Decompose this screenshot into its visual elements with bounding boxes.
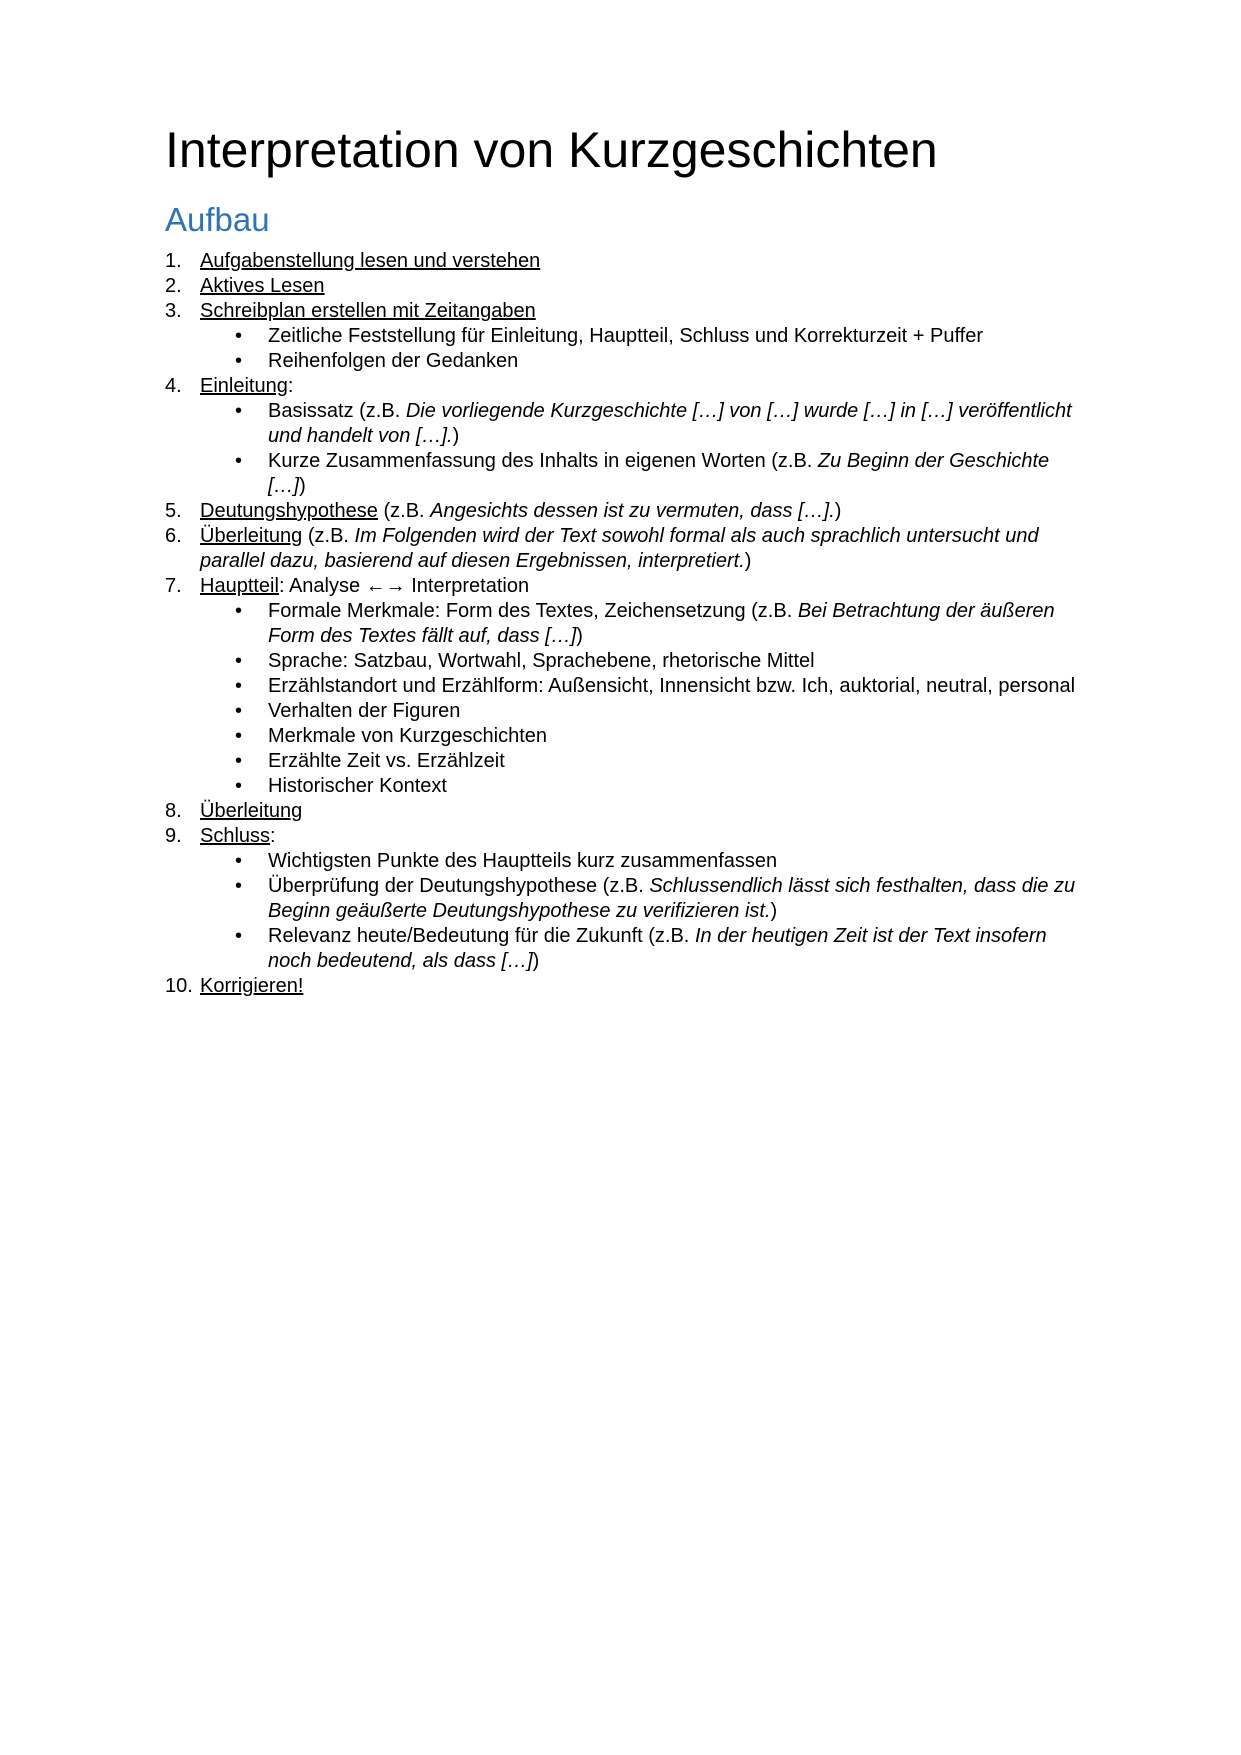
outline-item-head xyxy=(165,274,1076,299)
outline-item-text xyxy=(200,574,1076,599)
text-segment: Hauptteil xyxy=(200,575,279,598)
text-segment: Zeitliche Feststellung für Einleitung, Hauptteil, Schluss und Korrekturzeit + Puffer xyxy=(268,325,983,348)
text-segment: ) xyxy=(532,950,540,973)
bullet-icon: • xyxy=(235,925,243,948)
outline-item xyxy=(165,249,1076,274)
outline-item xyxy=(165,299,1076,374)
text-segment: Korrigieren! xyxy=(200,975,304,998)
bullet-item-text xyxy=(268,349,1076,374)
bullet-item xyxy=(235,324,1076,349)
outline-item xyxy=(165,824,1076,974)
text-segment: Überleitung xyxy=(200,800,303,823)
outline-item xyxy=(165,374,1076,499)
text-segment: Überleitung xyxy=(200,525,303,548)
text-segment: ) xyxy=(834,500,842,523)
text-segment: (z.B. xyxy=(377,500,431,523)
text-segment: Historischer Kontext xyxy=(268,775,447,798)
bullet-icon: • xyxy=(235,650,243,673)
bullet-item xyxy=(235,724,1076,749)
outline-item-number: 7. xyxy=(165,575,182,598)
outline-item xyxy=(165,274,1076,299)
text-segment: Zu Beginn der Geschichte […] xyxy=(268,450,1050,498)
bullet-item xyxy=(235,699,1076,724)
text-segment: Schluss xyxy=(200,825,271,848)
outline-item-head xyxy=(165,524,1076,574)
outline-item-head xyxy=(165,374,1076,399)
text-segment: Verhalten der Figuren xyxy=(268,700,461,723)
outline-item-text xyxy=(200,249,1076,274)
bullet-icon: • xyxy=(235,350,243,373)
bullet-item xyxy=(235,449,1076,499)
bullet-icon: • xyxy=(235,700,243,723)
bullet-item-text xyxy=(268,774,1076,799)
page-title: Interpretation von Kurzgeschichten xyxy=(165,122,938,178)
bullet-item xyxy=(235,599,1076,649)
outline-item-text xyxy=(200,799,1076,824)
text-segment: In der heutigen Zeit ist der Text insofern noch bedeutend, als dass […] xyxy=(268,925,1047,973)
text-segment: ) xyxy=(299,475,306,498)
bullet-item-text xyxy=(268,674,1076,699)
bullet-item xyxy=(235,674,1076,699)
text-segment: ) xyxy=(744,550,752,573)
outline-item-number: 3. xyxy=(165,300,182,323)
text-segment: Aktives Lesen xyxy=(200,275,325,298)
bullet-item-text xyxy=(268,449,1076,499)
text-segment: Basissatz (z.B. xyxy=(268,400,406,423)
outline-item-head xyxy=(165,249,1076,274)
text-segment: Merkmale von Kurzgeschichten xyxy=(268,725,548,748)
text-segment: ) xyxy=(452,425,460,448)
bullet-item-text xyxy=(268,849,1076,874)
text-segment: Kurze Zusammenfassung des Inhalts in eigenen Worten (z.B. xyxy=(268,450,818,473)
bullet-icon: • xyxy=(235,850,243,873)
outline-item-number: 6. xyxy=(165,525,182,548)
outline-item-head xyxy=(165,574,1076,599)
bullet-item xyxy=(235,399,1076,449)
text-segment: Formale Merkmale: Form des Textes, Zeichensetzung (z.B. xyxy=(268,600,798,623)
outline-item-head xyxy=(165,799,1076,824)
text-segment: Relevanz heute/Bedeutung für die Zukunft (z.B. xyxy=(268,925,695,948)
bullet-item-text xyxy=(268,874,1076,924)
outline-item xyxy=(165,799,1076,824)
outline-item-head xyxy=(165,299,1076,324)
bullet-item-text xyxy=(268,649,1076,674)
text-segment: Schlussendlich lässt sich festhalten, dass die zu Beginn geäußerte Deutungshypothese zu verifizieren ist. xyxy=(268,875,1076,923)
text-segment: Schreibplan erstellen mit Zeitangaben xyxy=(200,300,536,323)
outline-item-number: 10. xyxy=(165,975,193,998)
bullet-item xyxy=(235,749,1076,774)
outline-item-number: 8. xyxy=(165,800,182,823)
outline-item-text xyxy=(200,524,1076,574)
outline-item xyxy=(165,974,1076,999)
bullet-item-text xyxy=(268,699,1076,724)
outline-item xyxy=(165,524,1076,574)
text-segment: Bei Betrachtung der äußeren Form des Textes fällt auf, dass […] xyxy=(268,600,1055,648)
bullet-icon: • xyxy=(235,725,243,748)
text-segment: Einleitung xyxy=(200,375,288,398)
bullet-item xyxy=(235,849,1076,874)
outline-item-text xyxy=(200,274,1076,299)
outline-item-text xyxy=(200,824,1076,849)
text-segment: : xyxy=(270,825,276,848)
bullet-item-text xyxy=(268,924,1076,974)
outline-item-text xyxy=(200,299,1076,324)
text-segment: Deutungshypothese xyxy=(200,500,378,523)
text-segment: : Analyse ←→ Interpretation xyxy=(278,575,530,598)
bullet-icon: • xyxy=(235,325,243,348)
outline-item-number: 1. xyxy=(165,250,182,273)
text-segment: ) xyxy=(576,625,583,648)
outline-item xyxy=(165,574,1076,799)
outline-item-text xyxy=(200,974,1076,999)
text-segment: (z.B. xyxy=(302,525,355,548)
bullet-item-text xyxy=(268,399,1076,449)
bullet-item xyxy=(235,774,1076,799)
outline-item-number: 2. xyxy=(165,275,182,298)
outline-item-text xyxy=(200,374,1076,399)
outline-item-text xyxy=(200,499,1076,524)
text-segment: Im Folgenden wird der Text sowohl formal als auch sprachlich untersucht und parallel dazu, basierend auf diesen Ergebnissen, interpretiert. xyxy=(200,525,1039,573)
text-segment: Reihenfolgen der Gedanken xyxy=(268,350,519,373)
text-segment: : xyxy=(287,375,294,398)
bullet-item xyxy=(235,349,1076,374)
text-segment: Überprüfung der Deutungshypothese (z.B. xyxy=(268,875,650,898)
bullet-item-text xyxy=(268,749,1076,774)
bullet-icon: • xyxy=(235,400,243,423)
outline-item-number: 9. xyxy=(165,825,182,848)
bullet-icon: • xyxy=(235,450,243,473)
bullet-icon: • xyxy=(235,750,243,773)
section-heading: Aufbau xyxy=(165,200,270,238)
outline-item-head xyxy=(165,824,1076,849)
bullet-item xyxy=(235,874,1076,924)
outline-item-head xyxy=(165,974,1076,999)
outline-item xyxy=(165,499,1076,524)
text-segment: Erzählstandort und Erzählform: Außensicht, Innensicht bzw. Ich, auktorial, neutral, personal xyxy=(268,675,1076,698)
bullet-item-text xyxy=(268,599,1076,649)
text-segment: Aufgabenstellung lesen und verstehen xyxy=(200,250,541,273)
text-segment: Wichtigsten Punkte des Hauptteils kurz zusammenfassen xyxy=(268,850,778,873)
bullet-item xyxy=(235,924,1076,974)
bullet-item xyxy=(235,649,1076,674)
text-segment: Sprache: Satzbau, Wortwahl, Sprachebene, rhetorische Mittel xyxy=(268,650,815,673)
bullet-item-text xyxy=(268,324,1076,349)
text-segment: Erzählte Zeit vs. Erzählzeit xyxy=(268,750,505,773)
text-segment: Die vorliegende Kurzgeschichte […] von […] wurde […] in […] veröffentlicht und handelt von […]. xyxy=(268,400,1072,448)
outline-list xyxy=(165,249,1076,999)
outline-item-number: 5. xyxy=(165,500,182,523)
text-segment: ) xyxy=(770,900,778,923)
bullet-icon: • xyxy=(235,600,243,623)
outline-item-head xyxy=(165,499,1076,524)
bullet-icon: • xyxy=(235,875,243,898)
outline-item-number: 4. xyxy=(165,375,182,398)
bullet-icon: • xyxy=(235,775,243,798)
bullet-icon: • xyxy=(235,675,243,698)
text-segment: Angesichts dessen ist zu vermuten, dass […]. xyxy=(430,500,835,523)
bullet-item-text xyxy=(268,724,1076,749)
